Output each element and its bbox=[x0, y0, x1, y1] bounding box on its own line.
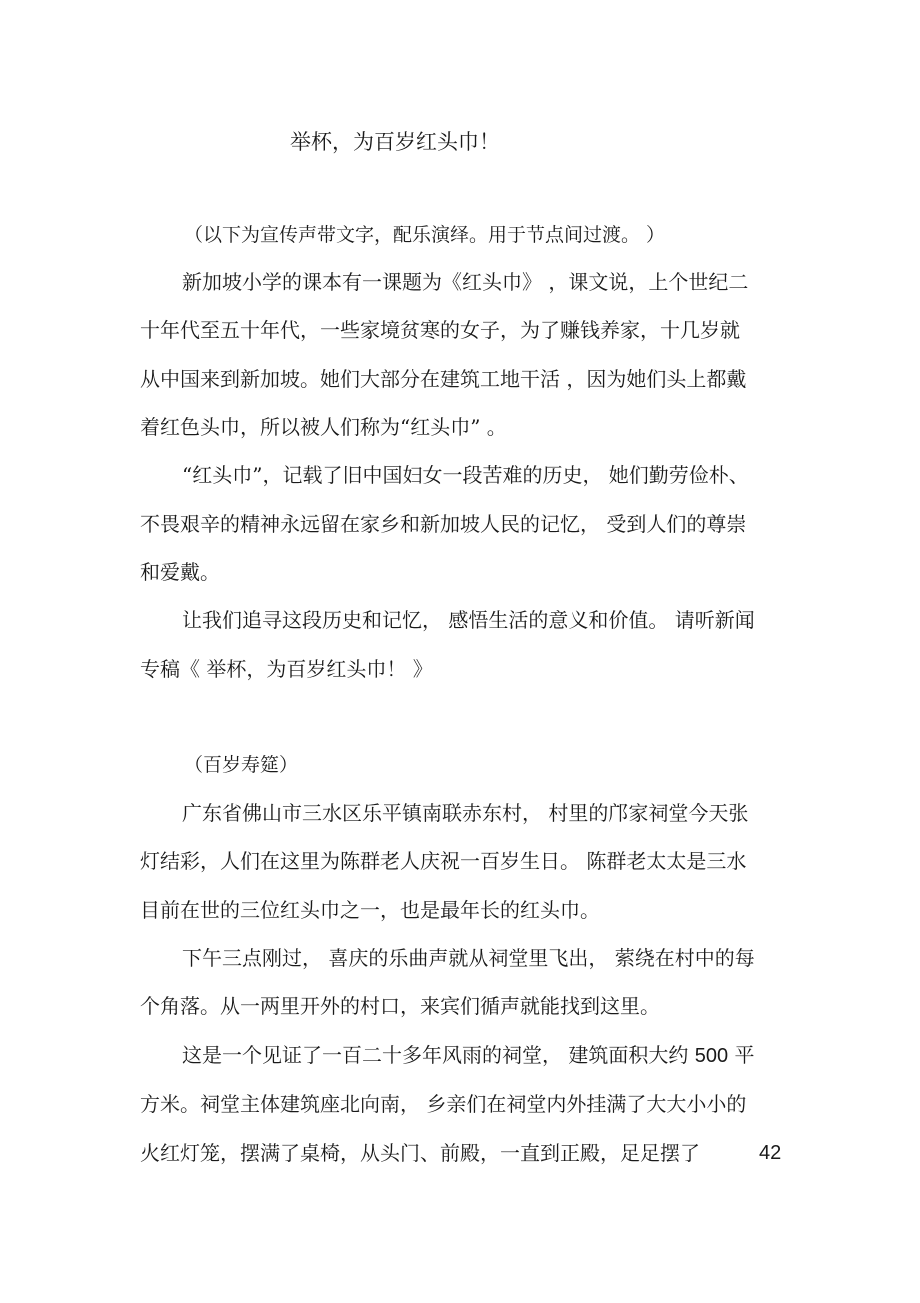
paragraph-line: 和爱戴。 bbox=[140, 560, 220, 584]
paragraph-line: 新加坡小学的课本有一课题为《红头巾》 ，课文说，上个世纪二 bbox=[182, 270, 749, 294]
paragraph-line: “红头巾”，记载了旧中国妇女一段苦难的历史， 她们勤劳俭朴、 bbox=[182, 463, 749, 487]
paragraph-line: 下午三点刚过， 喜庆的乐曲声就从祠堂里飞出， 萦绕在村中的每 bbox=[182, 946, 755, 970]
paragraph-line: 让我们追寻这段历史和记忆， 感悟生活的意义和价值。 请听新闻 bbox=[182, 608, 755, 632]
paragraph-line: 着红色头巾，所以被人们称为“红头巾” 。 bbox=[140, 415, 507, 439]
line-text: 这是一个见证了一百二十多年风雨的祠堂， 建筑面积大约 bbox=[182, 1043, 695, 1067]
paragraph-line: 火红灯笼，摆满了桌椅，从头门、前殿，一直到正殿，足足摆了 bbox=[140, 1141, 700, 1165]
paragraph-line: 个角落。从一两里开外的村口，来宾们循声就能找到这里。 bbox=[140, 994, 660, 1018]
paragraph-line: 从中国来到新加坡。她们大部分在建筑工地干活 ，因为她们头上都戴 bbox=[140, 367, 747, 391]
page-number: 42 bbox=[759, 1142, 782, 1164]
paragraph-line: 专稿《 举杯，为百岁红头巾！ 》 bbox=[140, 657, 433, 681]
paragraph-line bbox=[182, 1040, 754, 1071]
paragraph-line: 不畏艰辛的精神永远留在家乡和新加坡人民的记忆， 受到人们的尊崇 bbox=[140, 512, 747, 536]
paragraph-line: 十年代至五十年代，一些家境贫寒的女子，为了赚钱养家，十几岁就 bbox=[140, 318, 740, 342]
section-heading: （百岁寿筵） bbox=[184, 754, 299, 776]
document-title: 举杯，为百岁红头巾！ bbox=[290, 130, 500, 154]
paragraph-line: 目前在世的三位红头巾之一，也是最年长的红头巾。 bbox=[140, 898, 600, 922]
paragraph-line: 灯结彩，人们在这里为陈群老人庆祝一百岁生日。 陈群老太太是三水 bbox=[140, 849, 747, 873]
paragraph-line: 广东省佛山市三水区乐平镇南联赤东村， 村里的邝家祠堂今天张 bbox=[182, 801, 749, 825]
transition-note: （以下为宣传声带文字，配乐演绎。用于节点间过渡。 ） bbox=[184, 224, 666, 246]
paragraph-line: 方米。祠堂主体建筑座北向南， 乡亲们在祠堂内外挂满了大大小小的 bbox=[140, 1092, 747, 1116]
area-number: 500 bbox=[694, 1045, 729, 1067]
line-text: 平 bbox=[728, 1043, 755, 1067]
